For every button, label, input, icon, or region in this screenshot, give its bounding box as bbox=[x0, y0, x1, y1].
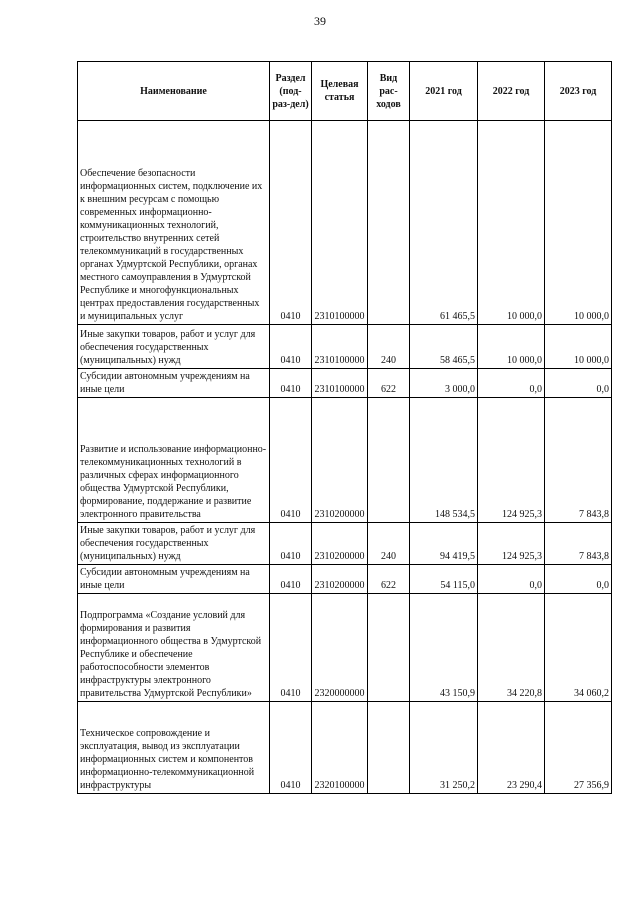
row-expense: 240 bbox=[368, 325, 410, 369]
row-2021: 148 534,5 bbox=[410, 398, 478, 523]
row-2023: 0,0 bbox=[545, 565, 612, 594]
row-2021: 94 419,5 bbox=[410, 523, 478, 565]
row-expense: 622 bbox=[368, 565, 410, 594]
header-expense: Вид рас-ходов bbox=[368, 62, 410, 121]
header-2021: 2021 год bbox=[410, 62, 478, 121]
row-expense: 622 bbox=[368, 369, 410, 398]
table-row bbox=[78, 702, 612, 794]
row-2022: 0,0 bbox=[478, 369, 545, 398]
row-2021: 54 115,0 bbox=[410, 565, 478, 594]
row-2023: 10 000,0 bbox=[545, 325, 612, 369]
row-name: Развитие и использование информационно-телекоммуникационных технологий в различных сферах информационного общества Удмуртской Республики, формирование, поддержание и развитие электронного правительства bbox=[78, 398, 270, 523]
row-section: 0410 bbox=[270, 565, 312, 594]
row-2022: 10 000,0 bbox=[478, 121, 545, 325]
row-target: 2310200000 bbox=[312, 523, 368, 565]
row-2022: 0,0 bbox=[478, 565, 545, 594]
row-expense bbox=[368, 398, 410, 523]
row-target: 2310100000 bbox=[312, 369, 368, 398]
row-name: Иные закупки товаров, работ и услуг для обеспечения государственных (муниципальных) нужд bbox=[78, 325, 270, 369]
row-target: 2310100000 bbox=[312, 325, 368, 369]
row-target: 2310200000 bbox=[312, 398, 368, 523]
row-2021: 43 150,9 bbox=[410, 594, 478, 702]
row-2022: 34 220,8 bbox=[478, 594, 545, 702]
table-row bbox=[78, 594, 612, 702]
row-expense: 240 bbox=[368, 523, 410, 565]
row-2022: 124 925,3 bbox=[478, 523, 545, 565]
header-section: Раздел (под-раз-дел) bbox=[270, 62, 312, 121]
row-expense bbox=[368, 702, 410, 794]
row-target: 2310200000 bbox=[312, 565, 368, 594]
row-target: 2320100000 bbox=[312, 702, 368, 794]
row-2023: 7 843,8 bbox=[545, 398, 612, 523]
row-2021: 3 000,0 bbox=[410, 369, 478, 398]
row-section: 0410 bbox=[270, 702, 312, 794]
budget-table bbox=[77, 61, 612, 794]
row-2023: 27 356,9 bbox=[545, 702, 612, 794]
table-row bbox=[78, 398, 612, 523]
header-2022: 2022 год bbox=[478, 62, 545, 121]
row-section: 0410 bbox=[270, 369, 312, 398]
row-expense bbox=[368, 594, 410, 702]
row-target: 2310100000 bbox=[312, 121, 368, 325]
row-name: Иные закупки товаров, работ и услуг для обеспечения государственных (муниципальных) нужд bbox=[78, 523, 270, 565]
row-2023: 34 060,2 bbox=[545, 594, 612, 702]
table-row bbox=[78, 121, 612, 325]
table-row bbox=[78, 565, 612, 594]
header-name: Наименование bbox=[78, 62, 270, 121]
row-name: Обеспечение безопасности информационных систем, подключение их к внешним ресурсам с помощью современных информационно-коммуникационных технологий, строительство внутренних сетей телекоммуникаций в государственных органах Удмуртской Республики, органах местного самоуправления в Удмуртской Республике и многофункциональных центрах предоставления государственных и муниципальных услуг bbox=[78, 121, 270, 325]
row-2021: 58 465,5 bbox=[410, 325, 478, 369]
row-2022: 10 000,0 bbox=[478, 325, 545, 369]
row-2023: 7 843,8 bbox=[545, 523, 612, 565]
header-target: Целевая статья bbox=[312, 62, 368, 121]
row-section: 0410 bbox=[270, 523, 312, 565]
table-row bbox=[78, 523, 612, 565]
row-2022: 23 290,4 bbox=[478, 702, 545, 794]
row-expense bbox=[368, 121, 410, 325]
row-2021: 31 250,2 bbox=[410, 702, 478, 794]
table-row bbox=[78, 325, 612, 369]
table-header-row bbox=[78, 62, 612, 121]
row-name: Субсидии автономным учреждениям на иные цели bbox=[78, 565, 270, 594]
row-2023: 0,0 bbox=[545, 369, 612, 398]
page-number: 39 bbox=[314, 14, 326, 28]
row-name: Подпрограмма «Создание условий для формирования и развития информационного общества в Удмуртской Республике и обеспечение работоспособности элементов инфраструктуры электронного правительства Удмуртской Республики» bbox=[78, 594, 270, 702]
row-2021: 61 465,5 bbox=[410, 121, 478, 325]
row-section: 0410 bbox=[270, 594, 312, 702]
row-target: 2320000000 bbox=[312, 594, 368, 702]
header-2023: 2023 год bbox=[545, 62, 612, 121]
row-section: 0410 bbox=[270, 121, 312, 325]
row-2022: 124 925,3 bbox=[478, 398, 545, 523]
row-section: 0410 bbox=[270, 398, 312, 523]
table-row bbox=[78, 369, 612, 398]
row-name: Субсидии автономным учреждениям на иные цели bbox=[78, 369, 270, 398]
row-section: 0410 bbox=[270, 325, 312, 369]
row-2023: 10 000,0 bbox=[545, 121, 612, 325]
row-name: Техническое сопровождение и эксплуатация, вывод из эксплуатации информационных систем и компонентов информационно-телекоммуникационной инфраструктуры bbox=[78, 702, 270, 794]
